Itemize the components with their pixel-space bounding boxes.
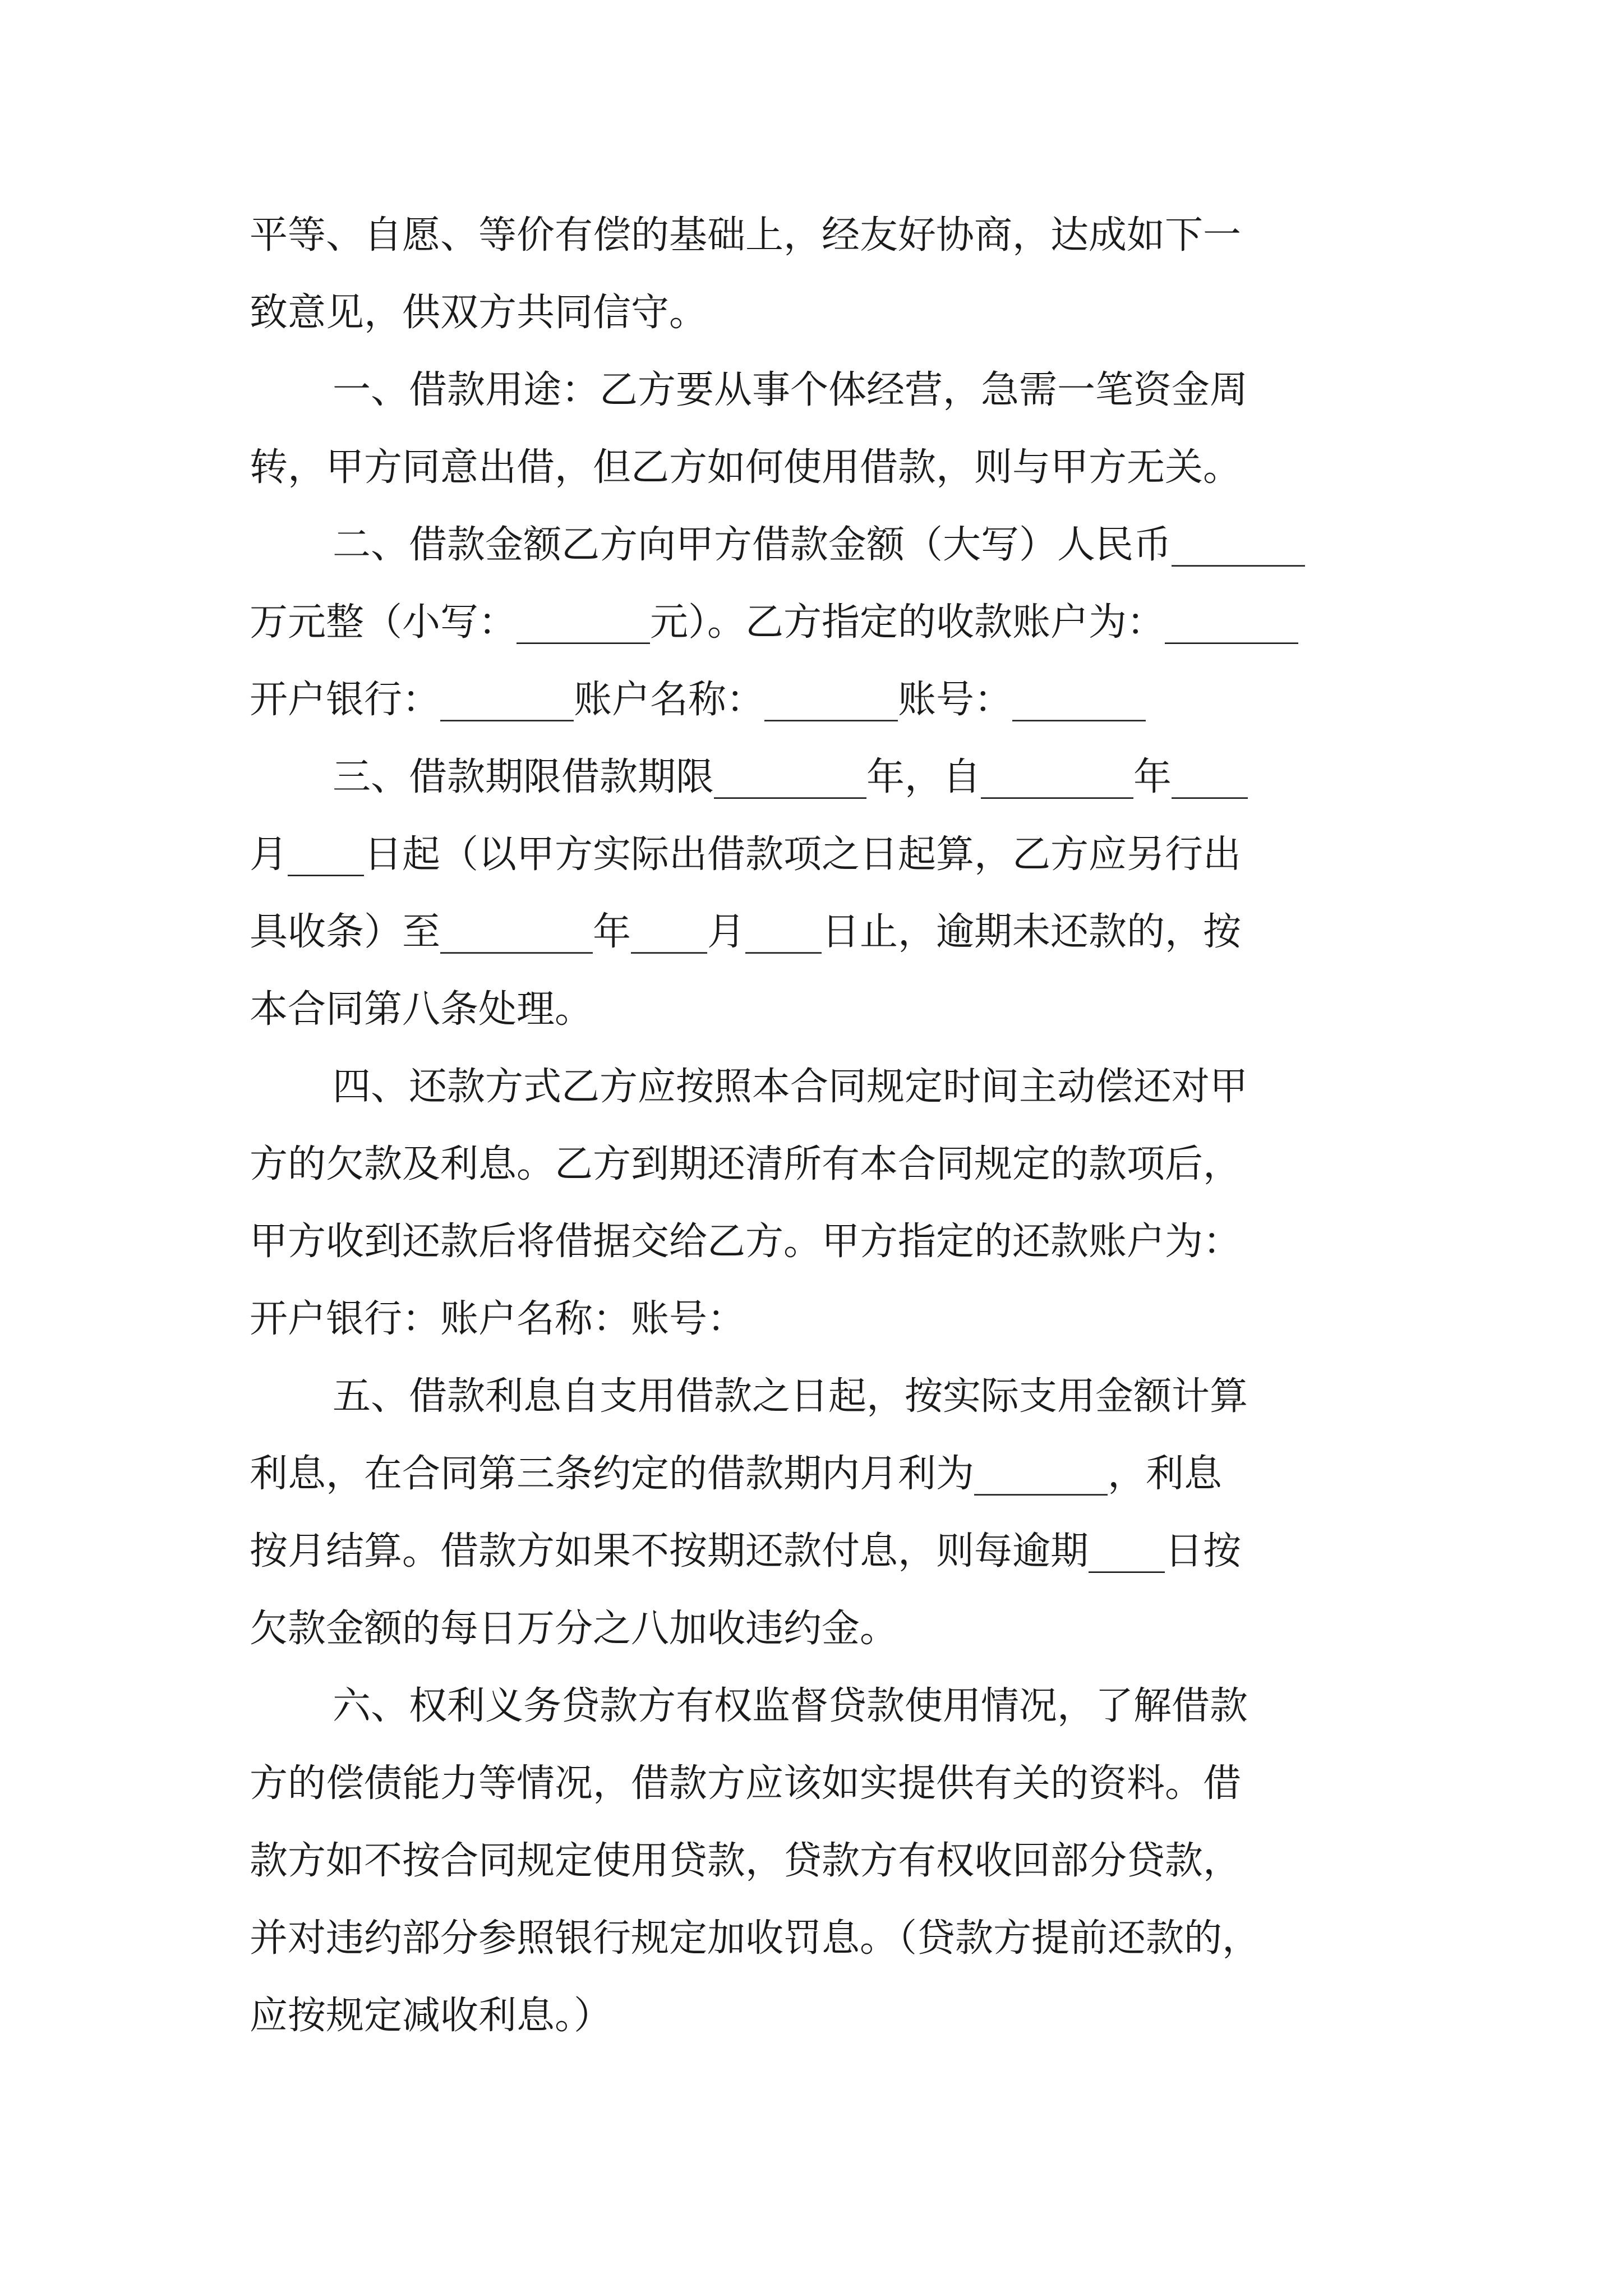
text-line: 四、还款方式乙方应按照本合同规定时间主动偿还对甲 [333,1065,1248,1109]
text-line: 具收条）至________年____月____日止，逾期未还款的，按 [250,910,1242,954]
text-line: 二、借款金额乙方向甲方借款金额（大写）人民币_______ [333,523,1306,567]
text-line: 甲方收到还款后将借据交给乙方。甲方指定的还款账户为： [250,1220,1242,1264]
text-line: 并对违约部分参照银行规定加收罚息。（贷款方提前还款的， [250,1916,1261,1961]
text-line: 一、借款用途：乙方要从事个体经营，急需一笔资金周 [333,368,1248,412]
text-line: 万元整（小写：_______元）。乙方指定的收款账户为：_______ [250,600,1299,645]
text-line: 开户银行：_______账户名称：_______账号：_______ [250,678,1146,722]
text-line: 方的欠款及利息。乙方到期还清所有本合同规定的款项后， [250,1142,1242,1186]
text-line: 月____日起（以甲方实际出借款项之日起算，乙方应另行出 [250,832,1242,877]
text-line: 三、借款期限借款期限________年，自________年____ [333,755,1248,799]
text-line: 利息，在合同第三条约定的借款期内月利为_______，利息 [250,1452,1223,1496]
text-line: 平等、自愿、等价有偿的基础上，经友好协商，达成如下一 [250,213,1242,257]
text-line: 应按规定减收利息。） [250,1994,612,2038]
text-line: 方的偿债能力等情况，借款方应该如实提供有关的资料。借 [250,1761,1242,1806]
text-line: 欠款金额的每日万分之八加收违约金。 [250,1607,898,1651]
text-line: 本合同第八条处理。 [250,987,593,1032]
text-line: 五、借款利息自支用借款之日起，按实际支用金额计算 [333,1374,1248,1419]
text-line: 六、权利义务贷款方有权监督贷款使用情况，了解借款 [333,1684,1248,1728]
text-line: 按月结算。借款方如果不按期还款付息，则每逾期____日按 [250,1529,1242,1573]
text-line: 开户银行：账户名称：账号： [250,1297,746,1341]
text-line: 款方如不按合同规定使用贷款，贷款方有权收回部分贷款， [250,1839,1242,1883]
text-line: 转，甲方同意出借，但乙方如何使用借款，则与甲方无关。 [250,445,1242,490]
text-line: 致意见，供双方共同信守。 [250,291,708,335]
